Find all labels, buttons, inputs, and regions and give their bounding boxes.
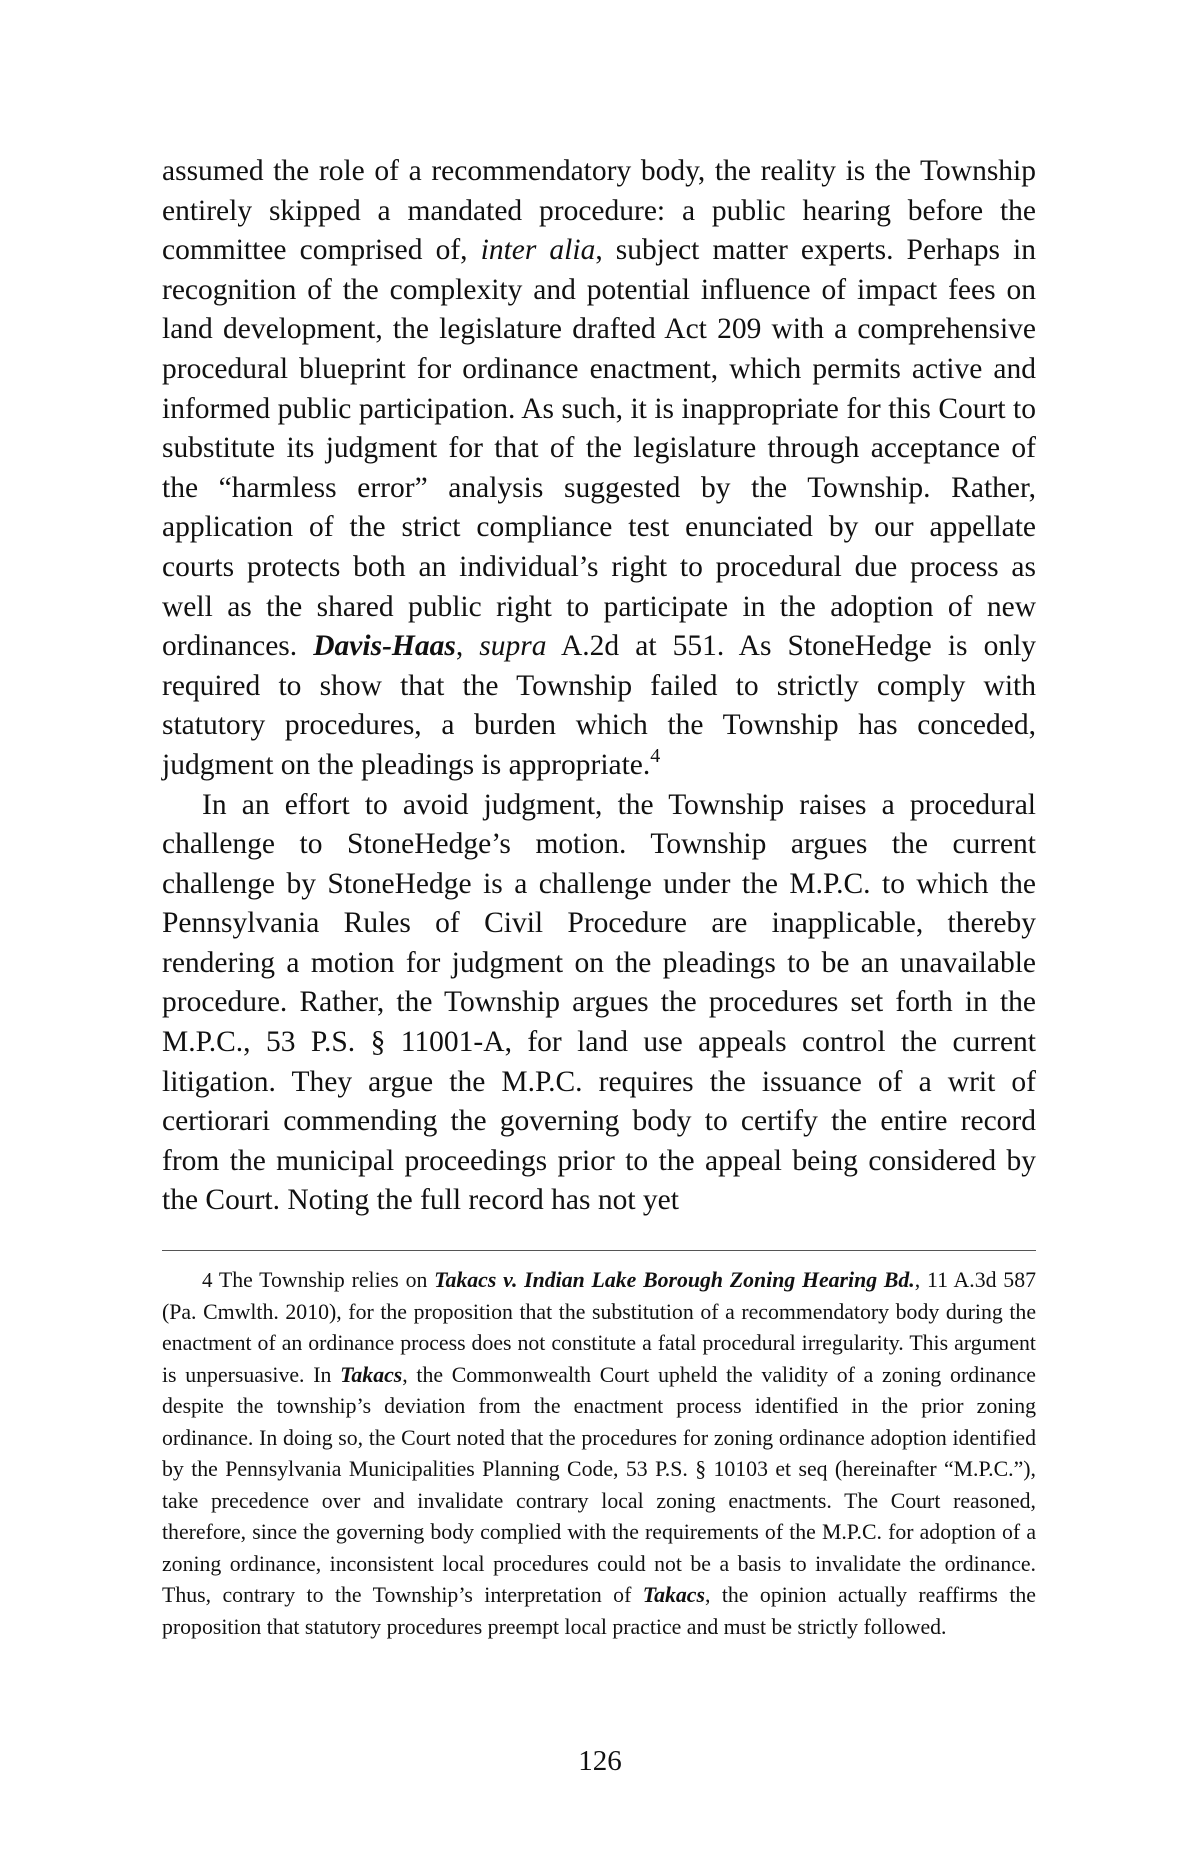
page-number: 126 [578,1745,622,1777]
p1-supra: supra [479,630,547,663]
p1-text-3: , [455,630,480,663]
footnote-ref-4[interactable]: 4 [650,744,661,767]
paragraph-1 [162,152,1036,786]
paragraph-2: In an effort to avoid judgment, the Township raises a procedural challenge to StoneHedge’s motion. Township argues the current challenge by StoneHedge is a challenge under the M.P.C. to which the Pennsylvania Rules of Civil Procedure are inapplicable, thereby rendering a motion for judgment on the pleadings to be an unavailable procedure. Rather, the Township argues the procedures set forth in the M.P.C., 53 P.S. § 11001-A, for land use appeals control the current litigation. They argue the M.P.C. requires the issuance of a writ of certiorari commending the governing body to certify the entire record from the municipal proceedings prior to the appeal being considered by the Court. Noting the full record has not yet [162,788,1036,1217]
fn-text-4: , the opinion actually reaffirms the proposition that statutory procedures preempt local practice and must be strictly followed. [162,1583,1036,1639]
footnote-mark: 4 [202,1268,213,1292]
fn-case-takacs-2: Takacs [340,1362,403,1387]
fn-text-3: , the Commonwealth Court upheld the validity of a zoning ordinance despite the township’s deviation from the enactment process identified in the prior zoning ordinance. In doing so, the Court noted that the procedures for zoning ordinance adoption identified by the Pennsylvania Municipalities Planning Code, 53 P.S. § 10103 et seq (hereinafter “M.P.C.”), take precedence over and invalidate contrary local zoning enactments. The Court reasoned, therefore, since the governing body complied with the requirements of the M.P.C. for adoption of a zoning ordinance, inconsistent local procedures could not be a basis to invalidate the ordinance. Thus, contrary to the Township’s interpretation of [162,1362,1036,1607]
fn-text-1: The Township relies on [212,1268,435,1292]
page-body [162,152,1036,1221]
fn-case-takacs-full: Takacs v. Indian Lake Borough Zoning Hearing Bd. [434,1268,915,1292]
p1-case-davis-haas: Davis-Haas [313,630,456,663]
fn-text-2: , 11 A.3d 587 (Pa. Cmwlth. 2010), for the proposition that the substitution of a recommendatory body during the enactment of an ordinance process does not constitute a fatal procedural irregularity. This argument is unpersuasive. In [162,1268,1037,1387]
footnote-4 [162,1265,1036,1643]
footnote-section [162,1265,1036,1643]
p1-inter-alia: inter alia [480,234,596,267]
footnote-divider [162,1250,1036,1251]
p1-text-1: assumed the role of a recommendatory body, the reality is the Township entirely skipped a mandated procedure: a public hearing before the committee comprised of, [162,155,1036,267]
fn-case-takacs-3: Takacs [642,1583,705,1607]
p1-text-2: , subject matter experts. Perhaps in recognition of the complexity and potential influence of impact fees on land development, the legislature drafted Act 209 with a comprehensive procedural blueprint for ordinance enactment, which permits active and informed public participation. As such, it is inappropriate for this Court to substitute its judgment for that of the legislature through acceptance of the “harmless error” analysis suggested by the Township. Rather, application of the strict compliance test enunciated by our appellate courts protects both an individual’s right to procedural due process as well as the shared public right to participate in the adoption of new ordinances. [162,234,1036,663]
main-text [162,152,1036,1221]
p1-text-4: A.2d at 551. As StoneHedge is only required to show that the Township failed to strictly comply with statutory procedures, a burden which the Township has conceded, judgment on the pleadings is appropriate. [162,630,1037,781]
